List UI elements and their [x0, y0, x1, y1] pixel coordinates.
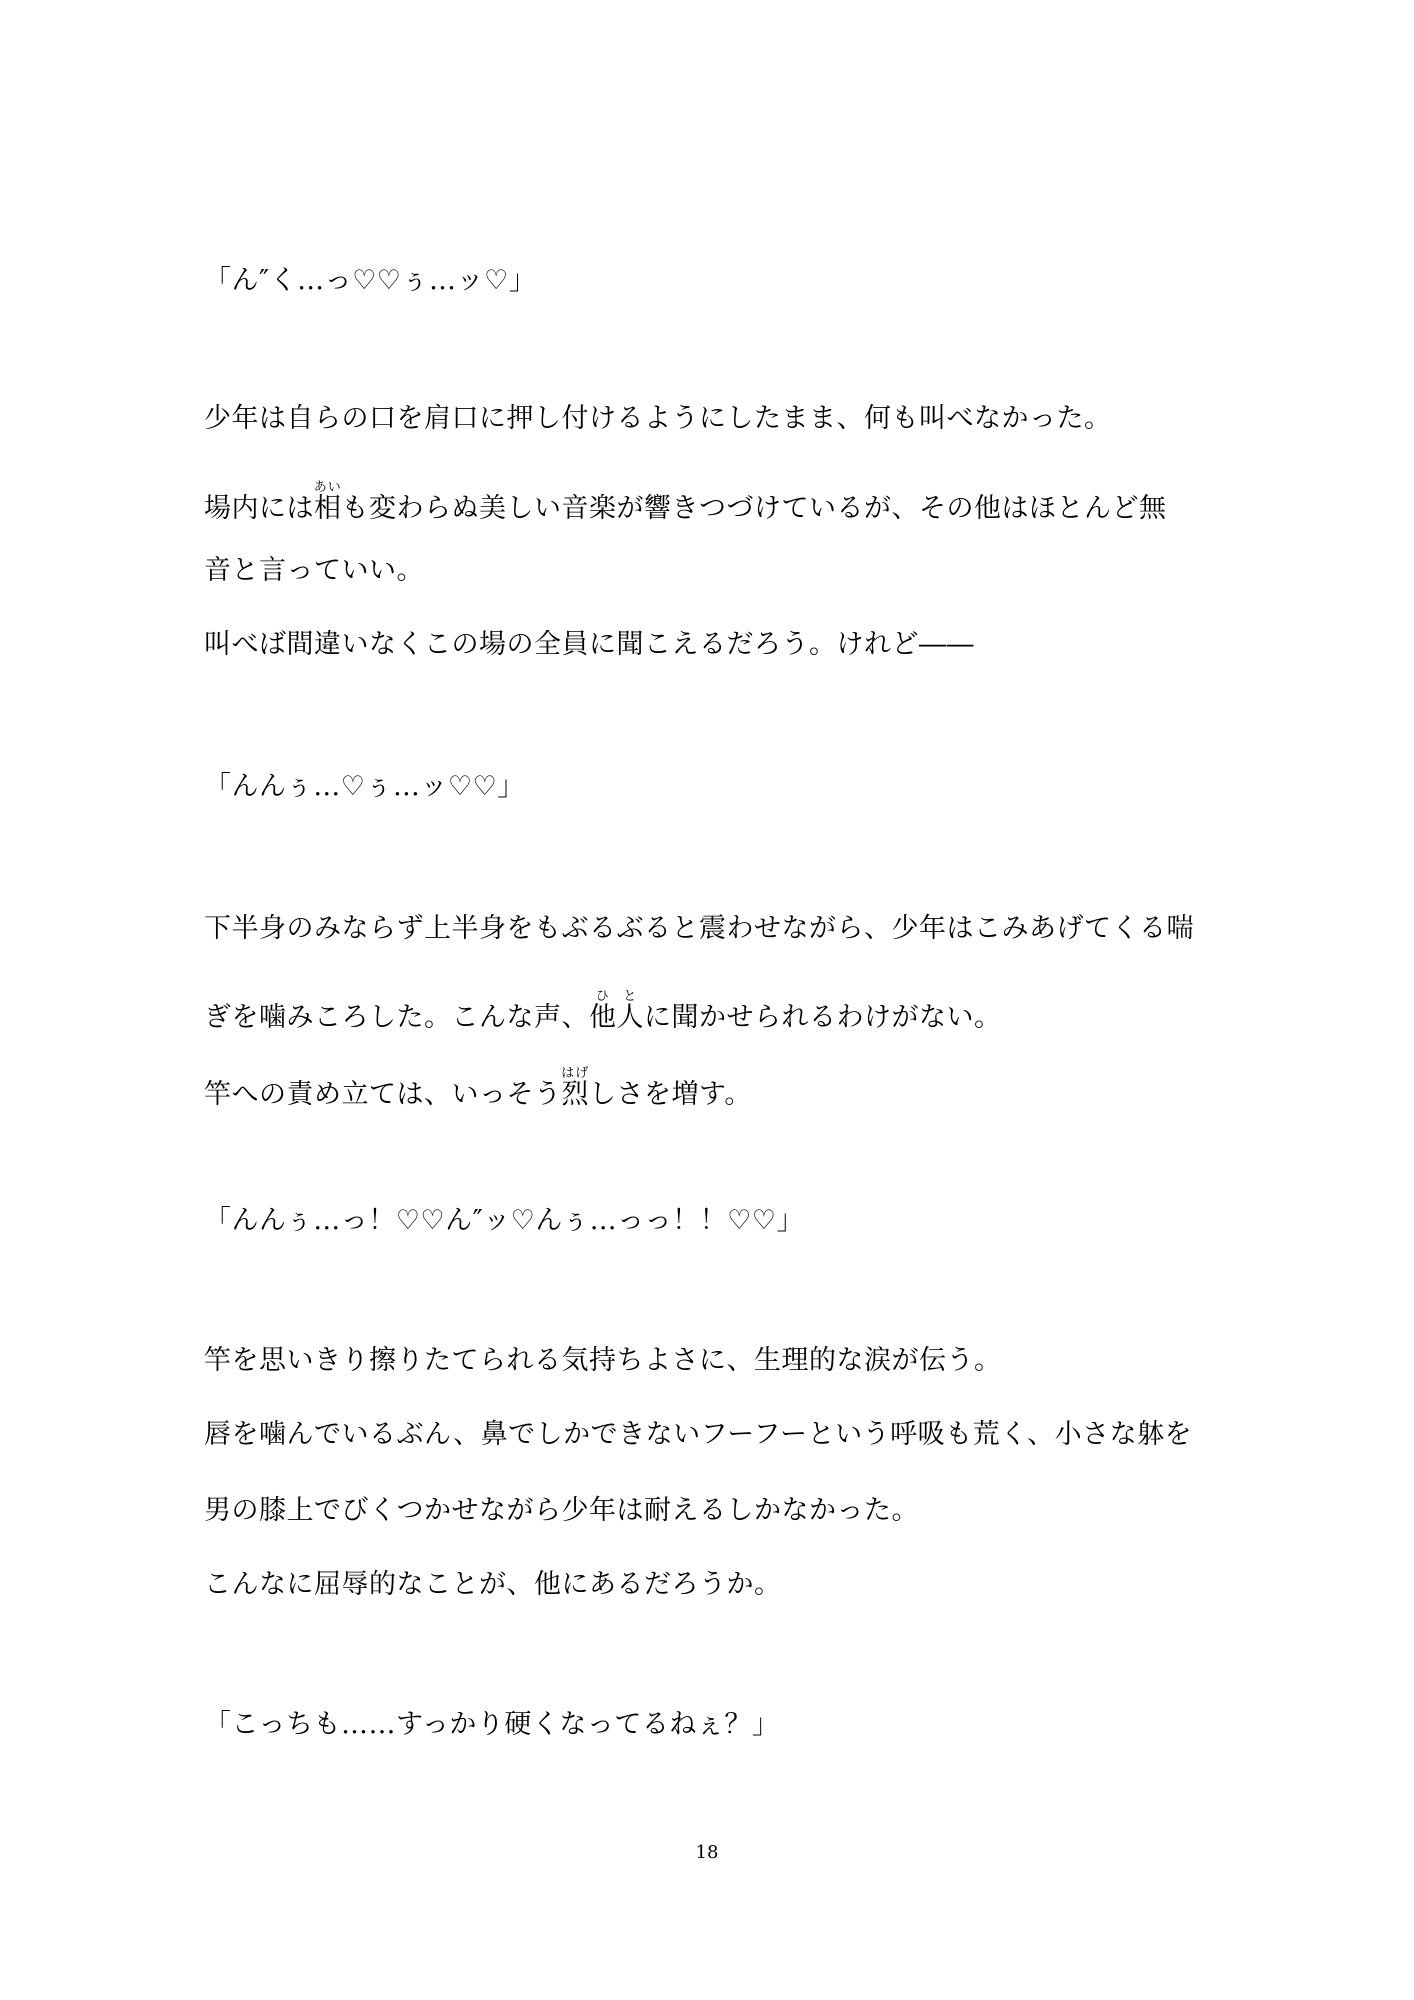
text-line: 竿を思いきり擦りたてられる気持ちよさに、生理的な涙が伝う。: [204, 1345, 1002, 1376]
text-line-with-ruby: 場内には相あいも変わらぬ美しい音楽が響きつづけているが、その他はほとんど無: [204, 480, 1167, 524]
text-line: 男の膝上でびくつかせながら少年は耐えるしかなかった。: [204, 1495, 919, 1526]
ruby-annotation: 烈はげ: [561, 1066, 590, 1110]
text-line: 音と言っていい。: [204, 555, 424, 586]
dialogue-line: 「ん″く…っ♡♡ぅ…ッ♡」: [204, 265, 537, 296]
dialogue-line: 「んんぅ…っ！♡♡ん″ッ♡んぅ…っっ！！♡♡」: [204, 1205, 804, 1236]
text-line: 下半身のみならず上半身をもぶるぶると震わせながら、少年はこみあげてくる喘: [204, 913, 1194, 944]
text-line: 叫べば間違いなくこの場の全員に聞こえるだろう。けれど――: [204, 629, 974, 660]
text-line-with-ruby: ぎを噛みころした。こんな声、他人ひとに聞かせられるわけがない。: [204, 989, 1002, 1033]
text-line: 唇を噛んでいるぶん、鼻でしかできないフーフーという呼吸も荒く、小さな躰を: [204, 1419, 1193, 1450]
text-line: 少年は自らの口を肩口に押し付けるようにしたまま、何も叫べなかった。: [204, 403, 1112, 434]
dialogue-line: 「こっちも……すっかり硬くなってるねぇ？」: [204, 1709, 780, 1740]
ruby-annotation: 相あい: [313, 480, 342, 524]
dialogue-line: 「んんぅ…♡ぅ…ッ♡♡」: [204, 771, 525, 802]
ruby-annotation: 他人ひと: [589, 989, 644, 1033]
text-line-with-ruby: 竿への責め立ては、いっそう烈はげしさを増す。: [204, 1066, 752, 1110]
page-number: 18: [695, 1842, 719, 1863]
text-line: こんなに屈辱的なことが、他にあるだろうか。: [204, 1569, 782, 1600]
